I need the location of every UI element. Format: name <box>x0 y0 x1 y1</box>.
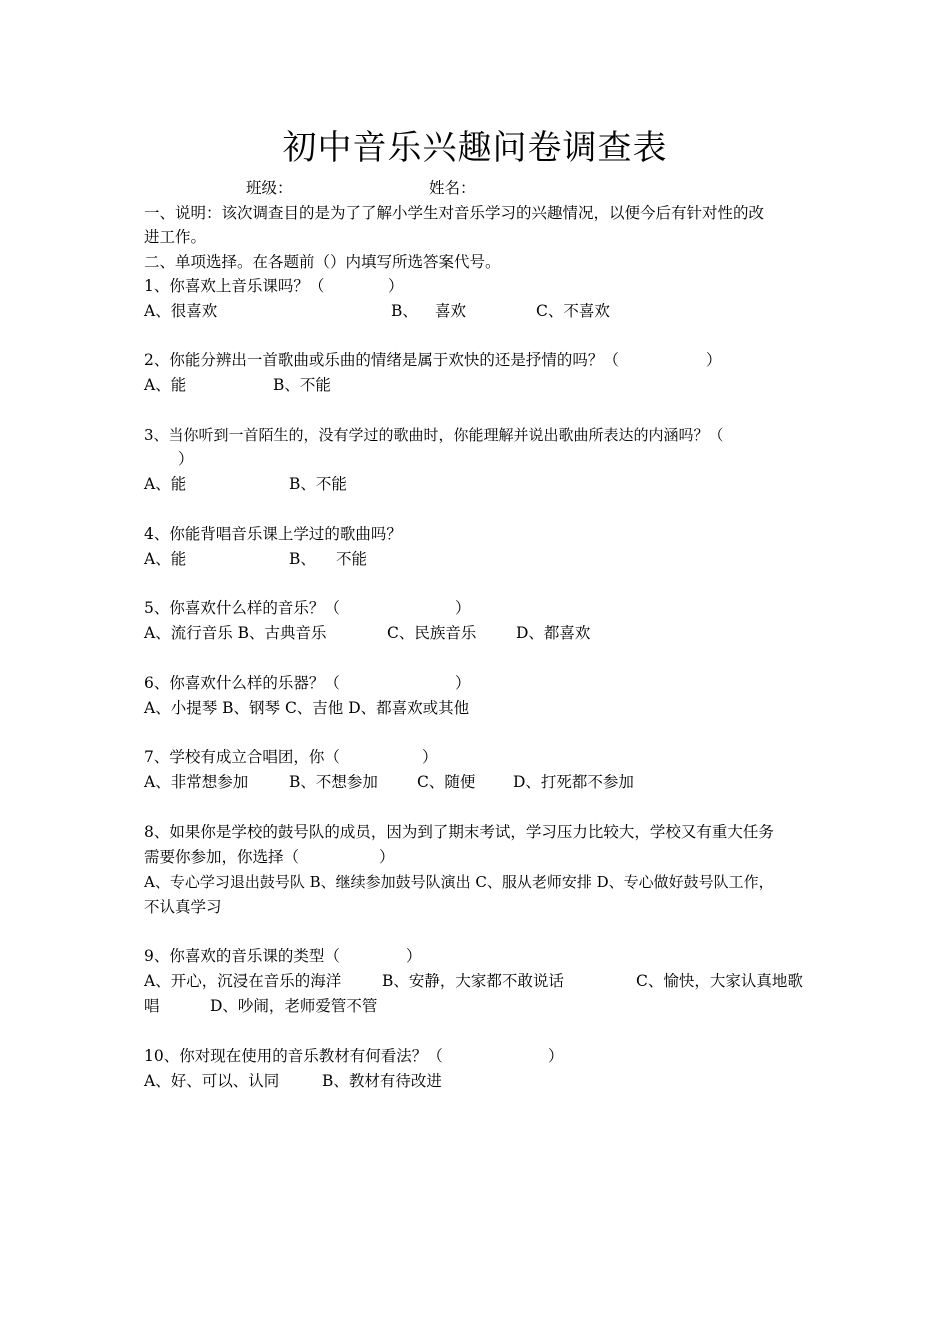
q2-prompt: 2、你能分辨出一首歌曲或乐曲的情绪是属于欢快的还是抒情的吗？（ <box>144 351 619 369</box>
q5-option-d: D、都喜欢 <box>516 624 591 642</box>
q9-close-paren: ） <box>406 947 422 965</box>
q8-prompt-line-2: 需要你参加，你选择（ <box>144 848 300 866</box>
q6-prompt: 6、你喜欢什么样的乐器？（ <box>144 674 340 692</box>
q5-prompt: 5、你喜欢什么样的音乐？（ <box>144 599 340 617</box>
q4-prompt: 4、你能背唱音乐课上学过的歌曲吗？ <box>144 525 402 543</box>
q9-option-b: B、安静，大家都不敢说话 <box>382 972 564 990</box>
q8-close-paren: ） <box>379 848 395 866</box>
q1-option-b: B、 <box>391 302 418 320</box>
intro-line-2: 进工作。 <box>144 228 207 246</box>
q6-options: A、小提琴 B、钢琴 C、吉他 D、都喜欢或其他 <box>144 699 470 717</box>
q2-close-paren: ） <box>706 351 722 369</box>
q9-option-c-cont: 唱 <box>144 997 160 1015</box>
name-label: 姓名： <box>429 179 476 197</box>
q5-option-c: C、民族音乐 <box>387 624 477 642</box>
q10-option-b: B、教材有待改进 <box>322 1072 442 1090</box>
q10-close-paren: ） <box>548 1047 564 1065</box>
class-label: 班级： <box>246 179 293 197</box>
q1-close-paren: ） <box>388 277 404 295</box>
q7-option-a: A、非常想参加 <box>144 773 249 791</box>
q5-close-paren: ） <box>455 599 471 617</box>
q9-prompt: 9、你喜欢的音乐课的类型（ <box>144 947 340 965</box>
q4-option-a: A、能 <box>144 550 187 568</box>
q7-option-c: C、随便 <box>417 773 476 791</box>
q10-option-a: A、好、可以、认同 <box>144 1072 280 1090</box>
q8-options-line-2: 不认真学习 <box>144 898 222 916</box>
q3-option-a: A、能 <box>144 475 187 493</box>
q4-option-b-text: 不能 <box>336 550 368 568</box>
q6-close-paren: ） <box>455 674 471 692</box>
q9-option-c: C、愉快，大家认真地歌 <box>636 972 803 990</box>
q5-options-ab: A、流行音乐 B、古典音乐 <box>144 624 327 642</box>
q9-option-d: D、吵闹，老师爱管不管 <box>210 997 378 1015</box>
q1-prompt: 1、你喜欢上音乐课吗？（ <box>144 277 325 295</box>
intro-line-1: 一、说明：该次调查目的是为了了解小学生对音乐学习的兴趣情况，以便今后有针对性的改 <box>144 204 765 222</box>
q7-close-paren: ） <box>422 748 438 766</box>
q3-prompt: 3、当你听到一首陌生的，没有学过的歌曲时，你能理解并说出歌曲所表达的内涵吗？（ <box>144 426 724 444</box>
q4-option-b: B、 <box>289 550 316 568</box>
q7-prompt: 7、学校有成立合唱团，你（ <box>144 748 340 766</box>
q8-options-line-1: A、专心学习退出鼓号队 B、继续参加鼓号队演出 C、服从老师安排 D、专心做好鼓号队工作， <box>144 873 774 891</box>
q7-option-d: D、打死都不参加 <box>513 773 634 791</box>
section-heading: 二、单项选择。在各题前（）内填写所选答案代号。 <box>144 253 501 271</box>
q1-option-c: C、不喜欢 <box>536 302 610 320</box>
q3-close-paren: ） <box>178 450 194 468</box>
q2-option-a: A、能 <box>144 376 187 394</box>
q8-prompt-line-1: 8、如果你是学校的鼓号队的成员，因为到了期末考试，学习压力比较大，学校又有重大任务 <box>144 823 774 841</box>
q1-option-a: A、很喜欢 <box>144 302 218 320</box>
q3-option-b: B、不能 <box>289 475 347 493</box>
q7-option-b: B、不想参加 <box>289 773 378 791</box>
q10-prompt: 10、你对现在使用的音乐教材有何看法？（ <box>144 1047 443 1065</box>
q1-option-b-text: 喜欢 <box>435 302 467 320</box>
q9-option-a: A、开心，沉浸在音乐的海洋 <box>144 972 342 990</box>
q2-option-b: B、不能 <box>273 376 331 394</box>
page-title: 初中音乐兴趣问卷调查表 <box>282 128 668 168</box>
